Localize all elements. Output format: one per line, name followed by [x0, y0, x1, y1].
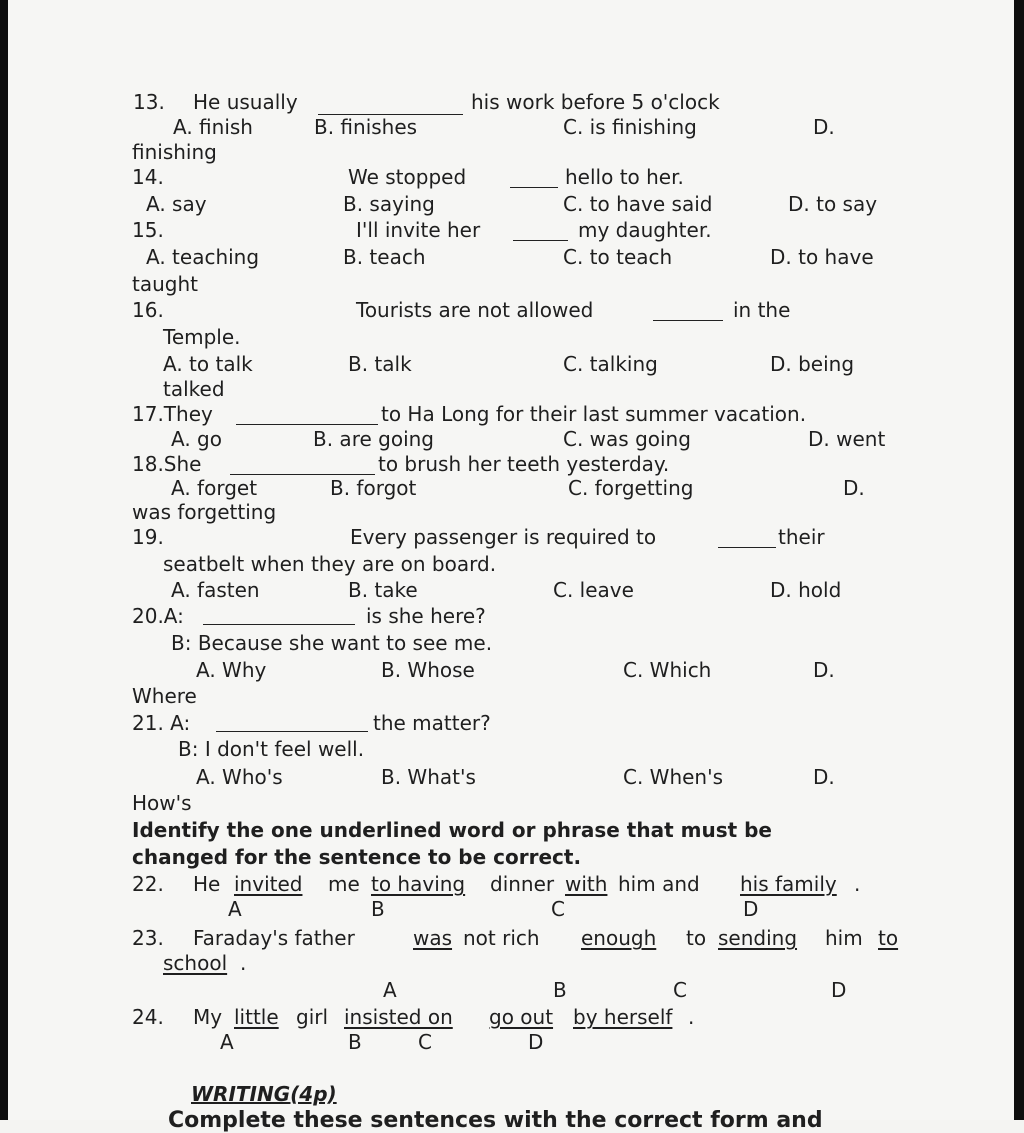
question-number: 16.	[132, 298, 164, 322]
label-b: B	[348, 1030, 362, 1054]
option-a: A. fasten	[171, 578, 260, 602]
cutoff-line-container	[168, 1104, 888, 1133]
underlined-phrase-d-continued: school	[163, 951, 228, 975]
sentence-word: to	[686, 926, 707, 950]
option-a: A. say	[146, 192, 207, 216]
option-d-continued: was forgetting	[132, 500, 277, 524]
right-border	[1014, 0, 1024, 1120]
option-b: B. What's	[381, 765, 476, 789]
question-number: 13.	[133, 90, 165, 114]
writing-heading: WRITING(4p)	[191, 1082, 337, 1106]
option-c: C. Which	[623, 658, 712, 682]
sentence-word: him	[825, 926, 863, 950]
label-a: A	[220, 1030, 234, 1054]
option-d: D. to say	[788, 192, 878, 216]
option-b: B. talk	[348, 352, 412, 376]
question-text: his work before 5 o'clock	[471, 90, 720, 114]
question-number: 21. A:	[132, 711, 191, 735]
option-b: B. Whose	[381, 658, 475, 682]
underlined-phrase-a: was	[413, 926, 453, 950]
question-number: 24.	[132, 1005, 164, 1029]
answer-blank	[230, 474, 375, 475]
answer-blank	[513, 240, 568, 241]
label-c: C	[551, 897, 565, 921]
answer-blank	[510, 187, 558, 188]
label-d: D	[743, 897, 759, 921]
sentence-word: .	[240, 951, 247, 975]
question-number: 17.They	[132, 402, 213, 426]
option-d-continued: taught	[132, 272, 198, 296]
answer-blank	[718, 547, 776, 548]
option-d-continued: finishing	[132, 140, 217, 164]
underlined-phrase-d: to	[878, 926, 899, 950]
underlined-phrase-d: his family	[740, 872, 837, 896]
question-text: the matter?	[373, 711, 491, 735]
question-text: hello to her.	[565, 165, 684, 189]
option-a: A. Who's	[196, 765, 283, 789]
underlined-phrase-d: go out	[489, 1005, 554, 1029]
question-text: He usually	[193, 90, 298, 114]
label-d: D	[528, 1030, 544, 1054]
instruction-line: changed for the sentence to be correct.	[132, 845, 582, 869]
response-line: B: Because she want to see me.	[171, 631, 493, 655]
answer-blank	[236, 424, 378, 425]
answer-blank	[203, 624, 355, 625]
option-b: B. are going	[313, 427, 434, 451]
option-c: C. to have said	[563, 192, 713, 216]
instruction-line: Identify the one underlined word or phrase that must be	[132, 818, 772, 842]
question-number: 18.She	[132, 452, 202, 476]
option-c: C. When's	[623, 765, 724, 789]
sentence-word: My	[193, 1005, 223, 1029]
underlined-phrase: by herself	[573, 1005, 673, 1029]
option-c: C. is finishing	[563, 115, 697, 139]
answer-blank	[216, 731, 368, 732]
label-c: C	[673, 978, 687, 1002]
question-number: 20.A:	[132, 604, 184, 628]
sentence-word: girl	[296, 1005, 329, 1029]
question-number: 15.	[132, 218, 164, 242]
question-number: 14.	[132, 165, 164, 189]
sentence-word: He	[193, 872, 221, 896]
option-d: D. hold	[770, 578, 842, 602]
option-b: B. take	[348, 578, 418, 602]
question-number: 22.	[132, 872, 164, 896]
question-text: is she here?	[366, 604, 486, 628]
option-a: A. go	[171, 427, 222, 451]
label-a: A	[228, 897, 242, 921]
sentence-word: me	[328, 872, 360, 896]
option-c: C. leave	[553, 578, 634, 602]
option-b: B. teach	[343, 245, 426, 269]
label-b: B	[371, 897, 385, 921]
option-d: D.	[843, 476, 865, 500]
option-b: B. saying	[343, 192, 435, 216]
question-text: Every passenger is required to	[350, 525, 657, 549]
sentence-word: .	[854, 872, 861, 896]
underlined-phrase-b: enough	[581, 926, 657, 950]
question-text: to brush her teeth yesterday.	[378, 452, 670, 476]
underlined-phrase-a: little	[234, 1005, 279, 1029]
label-d: D	[831, 978, 847, 1002]
question-text: my daughter.	[578, 218, 712, 242]
option-d-continued: How's	[132, 791, 192, 815]
option-d: D.	[813, 658, 835, 682]
question-text: to Ha Long for their last summer vacation.	[381, 402, 807, 426]
response-line: B: I don't feel well.	[178, 737, 365, 761]
option-b: B. forgot	[330, 476, 417, 500]
option-a: A. finish	[173, 115, 253, 139]
question-text: their	[778, 525, 825, 549]
option-b: B. finishes	[314, 115, 418, 139]
question-text: I'll invite her	[356, 218, 481, 242]
question-text-continued: seatbelt when they are on board.	[163, 552, 497, 576]
underlined-phrase-a: invited	[234, 872, 303, 896]
option-d-continued: Where	[132, 684, 197, 708]
question-text-continued: Temple.	[163, 325, 241, 349]
question-number: 23.	[132, 926, 164, 950]
worksheet-page	[8, 0, 1014, 1133]
underlined-phrase-b-c: insisted on	[344, 1005, 453, 1029]
option-d: D. went	[808, 427, 886, 451]
underlined-phrase-c: with	[565, 872, 608, 896]
question-text: in the	[733, 298, 791, 322]
answer-blank	[653, 320, 723, 321]
sentence-word: him and	[618, 872, 700, 896]
sentence-word: dinner	[490, 872, 555, 896]
sentence-word: not rich	[463, 926, 540, 950]
sentence-word: .	[688, 1005, 695, 1029]
option-c: C. was going	[563, 427, 691, 451]
option-a: A. forget	[171, 476, 258, 500]
option-d: D.	[813, 115, 835, 139]
option-d: D. being	[770, 352, 855, 376]
option-d: D. to have	[770, 245, 874, 269]
label-b: B	[553, 978, 567, 1002]
sentence-word: Faraday's father	[193, 926, 355, 950]
option-a: A. Why	[196, 658, 267, 682]
left-border	[0, 0, 8, 1120]
option-d: D.	[813, 765, 835, 789]
question-text: We stopped	[348, 165, 467, 189]
option-c: C. talking	[563, 352, 658, 376]
underlined-phrase-c: sending	[718, 926, 798, 950]
underlined-phrase-b: to having	[371, 872, 466, 896]
option-a-continued: talked	[163, 377, 225, 401]
label-a: A	[383, 978, 397, 1002]
option-a: A. to talk	[163, 352, 253, 376]
option-c: C. to teach	[563, 245, 673, 269]
question-number: 19.	[132, 525, 164, 549]
question-text: Tourists are not allowed	[356, 298, 594, 322]
option-a: A. teaching	[146, 245, 260, 269]
cutoff-instruction-line: Complete these sentences with the correct form and	[168, 1108, 823, 1133]
option-c: C. forgetting	[568, 476, 694, 500]
label-c: C	[418, 1030, 432, 1054]
